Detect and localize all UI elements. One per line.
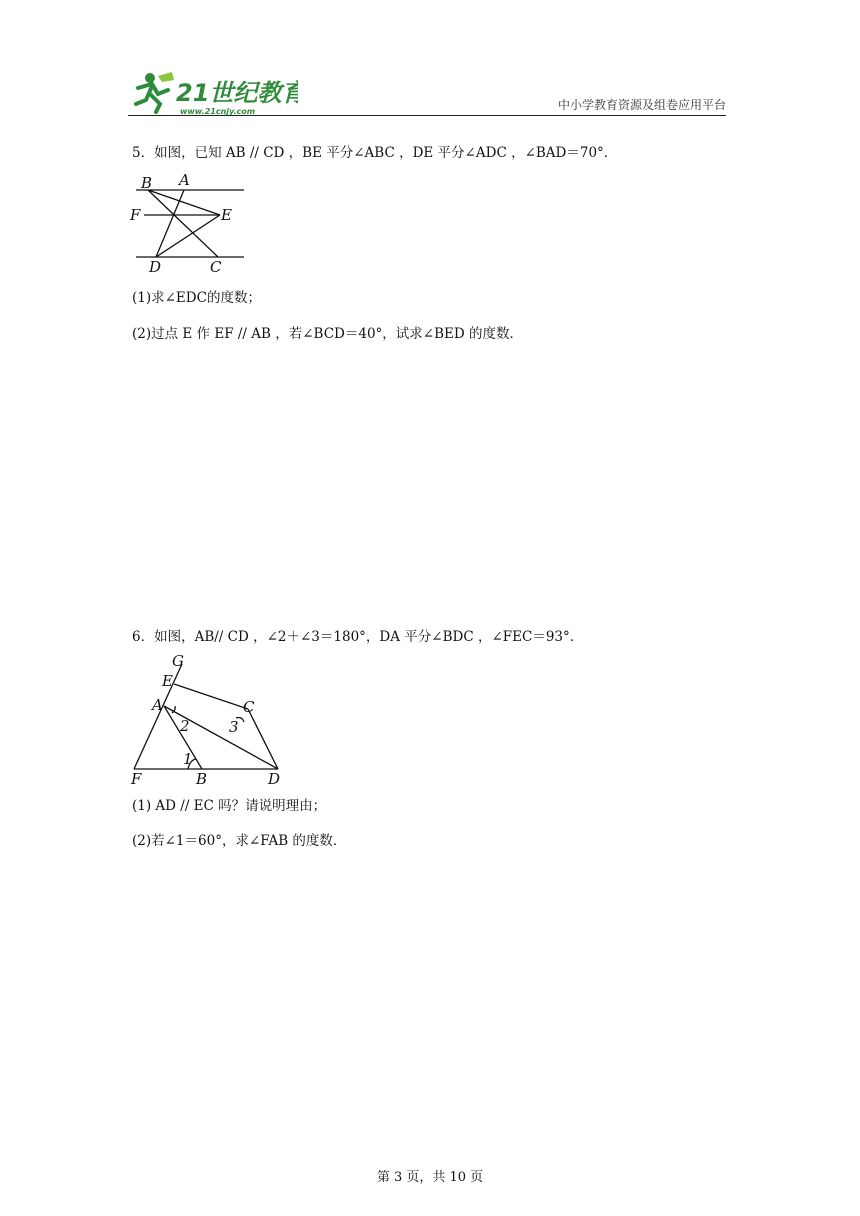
label-b: B (141, 174, 153, 192)
label-angle-3: 3 (229, 718, 239, 736)
label-a: A (179, 171, 190, 189)
segment-ad (164, 706, 278, 769)
segment-de (156, 215, 220, 257)
logo (128, 68, 298, 118)
label-c: C (243, 698, 255, 716)
label-f: F (131, 770, 142, 786)
label-c: C (210, 258, 222, 276)
label-e: E (162, 672, 173, 690)
q5-part2: (2)过点 E 作 EF // AB ，若∠BCD＝40°，试求∠BED 的度数． (132, 326, 523, 342)
label-e: E (221, 206, 232, 224)
q5-part1: (1)求∠EDC的度数； (132, 290, 261, 306)
runner-icon (136, 72, 174, 112)
label-b: B (196, 770, 208, 786)
q5-figure (126, 170, 256, 278)
label-d: D (268, 770, 281, 786)
segment-ad (156, 190, 184, 257)
label-angle-1: 1 (183, 750, 193, 768)
header-divider (128, 115, 726, 116)
label-f: F (130, 206, 141, 224)
page-number: 第 3 页，共 10 页 (376, 1170, 484, 1185)
platform-name: 中小学教育资源及组卷应用平台 (557, 98, 726, 112)
q6-part1: (1) AD // EC 吗？请说明理由； (132, 798, 327, 814)
q6-stem: 6．如图，AB// CD ，∠2＋∠3＝180°，DA 平分∠BDC ，∠FEC＝93°． (132, 629, 584, 645)
q6-part2: (2)若∠1＝60°，求∠FAB 的度数． (132, 833, 347, 849)
q6-figure (126, 652, 286, 786)
label-angle-2: 2 (180, 717, 190, 735)
label-d: D (149, 258, 162, 276)
q5-stem: 5．如图，已知 AB // CD ，BE 平分∠ABC ，DE 平分∠ADC ，∠BAD＝70°． (132, 145, 618, 161)
logo-text: 21世纪教育 (176, 79, 298, 107)
ray-fg (134, 664, 182, 769)
logo-url: www.21cnjy.com (180, 107, 256, 116)
segment-ec (174, 684, 248, 709)
segment-be (148, 190, 220, 215)
label-a: A (152, 696, 163, 714)
label-g: G (172, 652, 184, 670)
